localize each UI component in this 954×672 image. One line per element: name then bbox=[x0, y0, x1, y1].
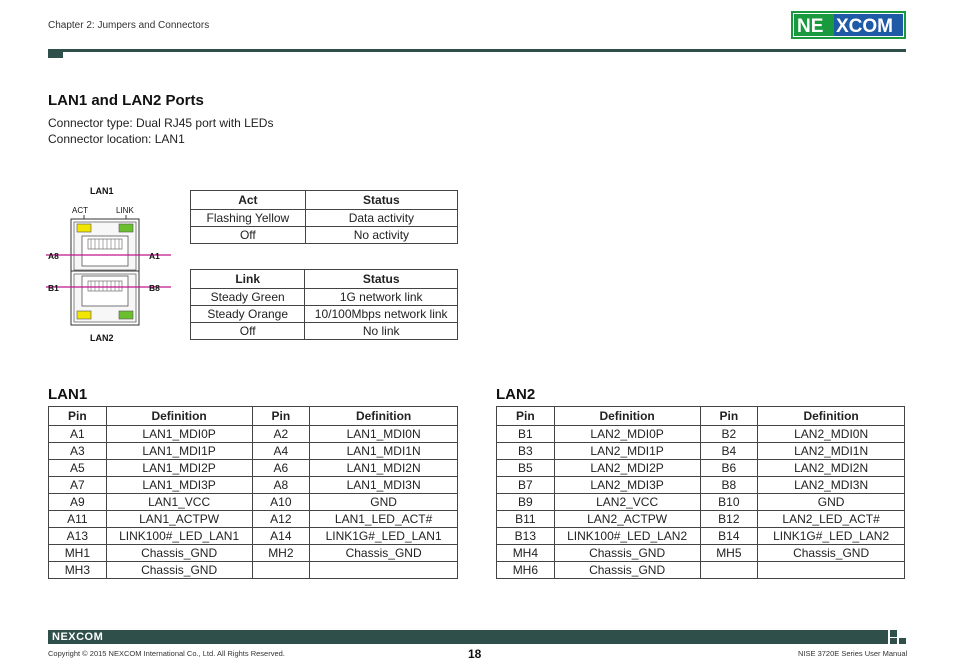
definition-cell bbox=[758, 562, 905, 579]
pin-cell: A14 bbox=[252, 528, 310, 545]
table-header-row bbox=[191, 270, 458, 289]
definition-cell: LAN2_MDI1P bbox=[554, 443, 700, 460]
table-row bbox=[497, 460, 905, 477]
pin-cell: MH1 bbox=[49, 545, 107, 562]
column-header: Definition bbox=[106, 407, 252, 426]
table-row bbox=[497, 545, 905, 562]
manual-name: NISE 3720E Series User Manual bbox=[798, 649, 908, 658]
pin-cell: B14 bbox=[700, 528, 758, 545]
pin-cell bbox=[252, 562, 310, 579]
column-header: Definition bbox=[310, 407, 458, 426]
act-status-table bbox=[190, 190, 458, 244]
column-header: Link bbox=[191, 270, 305, 289]
pin-cell: A6 bbox=[252, 460, 310, 477]
table-row bbox=[49, 494, 458, 511]
definition-cell: LAN1_MDI3N bbox=[310, 477, 458, 494]
pin-cell: B11 bbox=[497, 511, 555, 528]
pin-cell: B10 bbox=[700, 494, 758, 511]
table-cell: No activity bbox=[305, 227, 457, 244]
pin-cell: MH2 bbox=[252, 545, 310, 562]
footer-bar bbox=[48, 630, 888, 644]
column-header: Definition bbox=[554, 407, 700, 426]
definition-cell: LAN1_MDI0P bbox=[106, 426, 252, 443]
pin-cell: MH4 bbox=[497, 545, 555, 562]
definition-cell: Chassis_GND bbox=[554, 545, 700, 562]
copyright-text: Copyright © 2015 NEXCOM International Co., Ltd. All Rights Reserved. bbox=[48, 649, 285, 658]
table-row bbox=[191, 323, 458, 340]
lan2-link-led-green bbox=[119, 311, 133, 319]
pin-cell: A12 bbox=[252, 511, 310, 528]
connector-type: Connector type: Dual RJ45 port with LEDs bbox=[48, 116, 274, 130]
table-row bbox=[497, 494, 905, 511]
pin-cell: B7 bbox=[497, 477, 555, 494]
a1-label: A1 bbox=[149, 251, 160, 261]
act-led-yellow bbox=[77, 224, 91, 232]
pin-cell: MH5 bbox=[700, 545, 758, 562]
footer-square-decoration bbox=[890, 638, 897, 644]
lan2-pin-table bbox=[496, 406, 905, 579]
column-header: Act bbox=[191, 191, 306, 210]
definition-cell: LAN2_LED_ACT# bbox=[758, 511, 905, 528]
table-cell: Steady Green bbox=[191, 289, 305, 306]
pin-cell: B12 bbox=[700, 511, 758, 528]
column-header: Definition bbox=[758, 407, 905, 426]
table-cell: Data activity bbox=[305, 210, 457, 227]
definition-cell: GND bbox=[310, 494, 458, 511]
pin-cell: B3 bbox=[497, 443, 555, 460]
table-row bbox=[191, 289, 458, 306]
pin-cell: MH3 bbox=[49, 562, 107, 579]
definition-cell: LAN2_MDI0P bbox=[554, 426, 700, 443]
rj45-diagram bbox=[46, 183, 171, 348]
definition-cell: GND bbox=[758, 494, 905, 511]
lan2-act-led-yellow bbox=[77, 311, 91, 319]
definition-cell bbox=[310, 562, 458, 579]
definition-cell: LINK100#_LED_LAN2 bbox=[554, 528, 700, 545]
lan1-table-title: LAN1 bbox=[48, 386, 88, 403]
definition-cell: LAN2_MDI3P bbox=[554, 477, 700, 494]
definition-cell: Chassis_GND bbox=[554, 562, 700, 579]
table-row bbox=[191, 227, 458, 244]
table-row bbox=[49, 460, 458, 477]
column-header: Pin bbox=[700, 407, 758, 426]
definition-cell: LAN1_MDI2N bbox=[310, 460, 458, 477]
table-header-row bbox=[49, 407, 458, 426]
definition-cell: LAN1_ACTPW bbox=[106, 511, 252, 528]
definition-cell: LAN2_MDI0N bbox=[758, 426, 905, 443]
table-row bbox=[497, 511, 905, 528]
definition-cell: Chassis_GND bbox=[106, 562, 252, 579]
pin-cell: A11 bbox=[49, 511, 107, 528]
definition-cell: LAN2_MDI2N bbox=[758, 460, 905, 477]
table-row bbox=[49, 528, 458, 545]
table-row bbox=[497, 528, 905, 545]
pin-cell: A1 bbox=[49, 426, 107, 443]
table-cell: Off bbox=[191, 227, 306, 244]
definition-cell: LAN2_MDI3N bbox=[758, 477, 905, 494]
pin-cell: A2 bbox=[252, 426, 310, 443]
pin-cell: B5 bbox=[497, 460, 555, 477]
b1-label: B1 bbox=[48, 283, 59, 293]
header-rule bbox=[48, 49, 906, 52]
column-header: Pin bbox=[49, 407, 107, 426]
table-row bbox=[49, 511, 458, 528]
column-header: Pin bbox=[497, 407, 555, 426]
act-label: ACT bbox=[72, 206, 88, 215]
pin-cell: A10 bbox=[252, 494, 310, 511]
table-cell: 1G network link bbox=[305, 289, 458, 306]
definition-cell: LAN2_ACTPW bbox=[554, 511, 700, 528]
pin-cell: A9 bbox=[49, 494, 107, 511]
table-row bbox=[497, 477, 905, 494]
table-row bbox=[497, 426, 905, 443]
definition-cell: LINK100#_LED_LAN1 bbox=[106, 528, 252, 545]
pin-cell: B13 bbox=[497, 528, 555, 545]
table-cell: No link bbox=[305, 323, 458, 340]
definition-cell: LAN2_MDI2P bbox=[554, 460, 700, 477]
pin-cell: B9 bbox=[497, 494, 555, 511]
definition-cell: LAN1_LED_ACT# bbox=[310, 511, 458, 528]
table-row bbox=[497, 562, 905, 579]
pin-cell: A3 bbox=[49, 443, 107, 460]
definition-cell: LAN1_MDI2P bbox=[106, 460, 252, 477]
pin-cell: A5 bbox=[49, 460, 107, 477]
table-row bbox=[49, 562, 458, 579]
b8-label: B8 bbox=[149, 283, 160, 293]
definition-cell: LAN2_MDI1N bbox=[758, 443, 905, 460]
definition-cell: LAN1_MDI3P bbox=[106, 477, 252, 494]
pin-cell: A4 bbox=[252, 443, 310, 460]
footer-square-decoration bbox=[899, 638, 906, 644]
table-row bbox=[191, 306, 458, 323]
pin-cell: MH6 bbox=[497, 562, 555, 579]
pin-cell: B6 bbox=[700, 460, 758, 477]
definition-cell: LAN1_MDI1P bbox=[106, 443, 252, 460]
logo-text-ne: NE bbox=[797, 16, 824, 37]
column-header: Pin bbox=[252, 407, 310, 426]
table-header-row bbox=[191, 191, 458, 210]
definition-cell: LAN1_VCC bbox=[106, 494, 252, 511]
chapter-heading: Chapter 2: Jumpers and Connectors bbox=[48, 20, 210, 31]
pin-cell: A7 bbox=[49, 477, 107, 494]
definition-cell: LINK1G#_LED_LAN1 bbox=[310, 528, 458, 545]
lan2-label: LAN2 bbox=[90, 333, 114, 343]
definition-cell: LAN1_MDI1N bbox=[310, 443, 458, 460]
connector-location: Connector location: LAN1 bbox=[48, 132, 185, 146]
table-row bbox=[49, 545, 458, 562]
pin-cell bbox=[700, 562, 758, 579]
table-row bbox=[49, 477, 458, 494]
logo-text-xcom: XCOM bbox=[836, 16, 893, 37]
table-row bbox=[497, 443, 905, 460]
pin-cell: B4 bbox=[700, 443, 758, 460]
table-cell: Steady Orange bbox=[191, 306, 305, 323]
definition-cell: LAN1_MDI0N bbox=[310, 426, 458, 443]
table-header-row bbox=[497, 407, 905, 426]
lan1-label: LAN1 bbox=[90, 186, 114, 196]
definition-cell: LINK1G#_LED_LAN2 bbox=[758, 528, 905, 545]
lan1-pin-table bbox=[48, 406, 458, 579]
definition-cell: Chassis_GND bbox=[106, 545, 252, 562]
a8-label: A8 bbox=[48, 251, 59, 261]
link-led-green bbox=[119, 224, 133, 232]
table-cell: Flashing Yellow bbox=[191, 210, 306, 227]
nexcom-logo bbox=[791, 11, 906, 39]
footer-square-decoration bbox=[890, 630, 897, 637]
lan2-table-title: LAN2 bbox=[496, 386, 536, 403]
definition-cell: LAN2_VCC bbox=[554, 494, 700, 511]
pin-cell: B8 bbox=[700, 477, 758, 494]
pin-cell: A13 bbox=[49, 528, 107, 545]
table-cell: Off bbox=[191, 323, 305, 340]
definition-cell: Chassis_GND bbox=[758, 545, 905, 562]
footer-logo: NEXCOM bbox=[52, 631, 104, 643]
table-row bbox=[49, 443, 458, 460]
page-number: 18 bbox=[468, 647, 482, 661]
table-row bbox=[191, 210, 458, 227]
link-status-table bbox=[190, 269, 458, 340]
pin-cell: A8 bbox=[252, 477, 310, 494]
definition-cell: Chassis_GND bbox=[310, 545, 458, 562]
pin-cell: B1 bbox=[497, 426, 555, 443]
table-cell: 10/100Mbps network link bbox=[305, 306, 458, 323]
column-header: Status bbox=[305, 270, 458, 289]
header-rule-accent bbox=[48, 49, 63, 58]
section-title: LAN1 and LAN2 Ports bbox=[48, 92, 204, 109]
column-header: Status bbox=[305, 191, 457, 210]
pin-cell: B2 bbox=[700, 426, 758, 443]
link-label: LINK bbox=[116, 206, 134, 215]
table-row bbox=[49, 426, 458, 443]
